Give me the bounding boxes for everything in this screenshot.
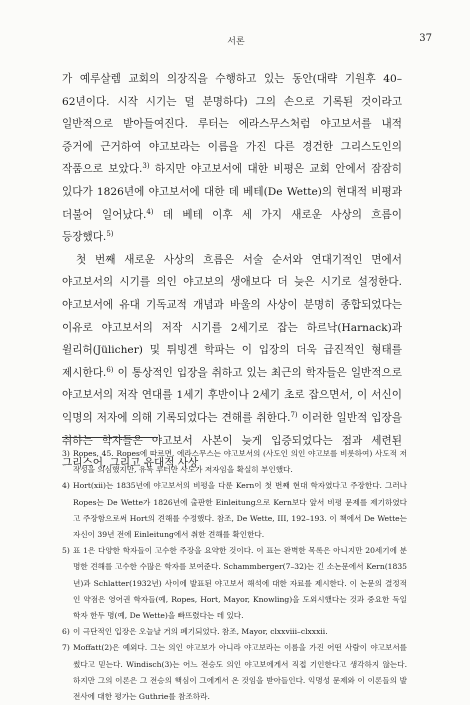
- paragraph-text: 가 예루살렘 교회의 의장직을 수행하고 있는 동안(대략 기원후 40–62년이다. 시작 시기는 덜 분명하다) 그의 손으로 기록된 것이라고 일반적으로 받아들여진다. 루터는 에라스무스처럼 야고보서를 내적 증거에 근거하여 야고보라는 이름을 가진 다른 경건한 그리스도인의 작품으로 보았다.: [62, 73, 402, 176]
- footnote-ref-7[interactable]: 7): [290, 410, 298, 419]
- footnote-number: 6): [62, 627, 70, 637]
- footnote-ref-4[interactable]: 4): [146, 207, 154, 216]
- paragraph-text: 데 베테 이후 세 가지 새로운 사상의 흐름이 등장했다.: [62, 208, 402, 244]
- footnote-6: [62, 624, 407, 640]
- paragraph-1: [62, 68, 402, 249]
- footnote-5: [62, 543, 407, 624]
- footnote-ref-5[interactable]: 5): [106, 230, 114, 239]
- running-header: [0, 34, 470, 50]
- footnote-7: [62, 640, 407, 705]
- paragraph-text: 이러한 일반적 입장을 취하는 학자들은 야고보서 사본이 늦게 입증되었다는 점과 세련된 그리스어, 그리고 유대적 사상: [62, 411, 402, 470]
- running-title: 서론: [227, 37, 245, 47]
- footnote-ref-6[interactable]: 6): [106, 365, 114, 374]
- paragraph-2: [62, 249, 402, 475]
- footnote-4: [62, 478, 407, 543]
- footnote-text: Hort(xii)는 1835년에 야고보서의 비평을 다룬 Kern이 첫 번째 현대 학자였다고 주장한다. 그러나 Ropes는 De Wette가 1826년에 출판한 Einleitung으로 Kern보다 앞서 비평 문제를 제기하였다고 주장함으로써 Hort의 견해를 수정했다. 참조, De Wette, III, 192–193. 이 책에서 De Wette는 자신이 39년 전에 Einleitung에서 취한 견해를 확인한다.: [73, 481, 407, 540]
- footnote-divider: [62, 437, 158, 438]
- footnote-ref-3[interactable]: 3): [142, 162, 150, 171]
- footnote-number: 7): [62, 643, 70, 653]
- paragraph-text: 첫 번째 새로운 사상의 흐름은 서술 순서와 연대기적인 면에서 야고보서의 시기를 의인 야고보의 생애보다 더 늦은 시기로 설정한다. 야고보서에 유대 기독교적 개념과 바울의 사상이 분명히 종합되었다는 이유로 야고보서의 저작 시기를 2세기로 잡는 하르낙(Harnack)과 윌리허(Jülicher) 및 튀빙겐 학파는 이 입장의 더욱 급진적인 형태를 제시한다.: [62, 253, 402, 379]
- paragraph-text: 이 통상적인 입장을 취하고 있는 최근의 학자들은 일반적으로 야고보서의 저작 연대를 1세기 후반이나 2세기 초로 잡으면서, 이 서신이 익명의 저자에 의해 기록되었다는 견해를 취한다.: [62, 366, 402, 424]
- footnote-text: Ropes, 45. Ropes에 따르면, 에라스무스는 야고보서의 (사도인 의인 야고보를 비롯하여) 사도적 저작성을 의심했지만, 유독 루터만 사도가 저자임을 확실히 부인했다.: [73, 449, 407, 475]
- footnote-text: Moffatt(2)은 예외다. 그는 의인 야고보가 아니라 야고보라는 이름을 가진 어떤 사람이 야고보서를 썼다고 믿는다. Windisch(3)는 어느 전승도 의인 야고보에게서 직접 기인한다고 생각하지 않는다. 하지만 그의 이론은 그 전승의 핵심이 그에게서 온 것임을 받아들인다. 익명성 문제와 이 이론들의 발전사에 대한 평가는 Guthrie를 참조하라.: [73, 643, 407, 702]
- page-number: 37: [419, 33, 432, 44]
- main-text: [62, 68, 402, 475]
- paragraph-text: 하지만 야고보서에 대한 비평은 교회 안에서 잠잠히 있다가 1826년에 야고보서에 대한 데 베테(De Wette)의 현대적 비평과 더불어 일어났다.: [62, 163, 402, 221]
- footnotes: [62, 446, 407, 705]
- footnote-3: [62, 446, 407, 478]
- footnote-text: 표 1은 다양한 학자들이 고수한 주장을 요약한 것이다. 이 표는 완벽한 목록은 아니지만 20세기에 분명한 견해를 고수한 수많은 학자를 보여준다. Schammberger(7–32)는 긴 소논문에서 Kern(1835년)과 Schlatter(1932년) 사이에 발표된 야고보서 해석에 대한 자료를 제시한다. 이 논문의 결정적인 약점은 영어권 학자들(예, Ropes, Hort, Mayor, Knowling)을 도외시했다는 것과 중요한 독일 학자 한두 명(예, De Wette)을 빠뜨렸다는 데 있다.: [73, 546, 407, 621]
- footnote-number: 4): [62, 481, 70, 491]
- footnote-text: 이 극단적인 입장은 오늘날 거의 폐기되었다. 참조, Mayor, clxxviii–clxxxii.: [73, 627, 328, 637]
- footnote-number: 3): [62, 449, 70, 458]
- footnote-number: 5): [62, 546, 70, 556]
